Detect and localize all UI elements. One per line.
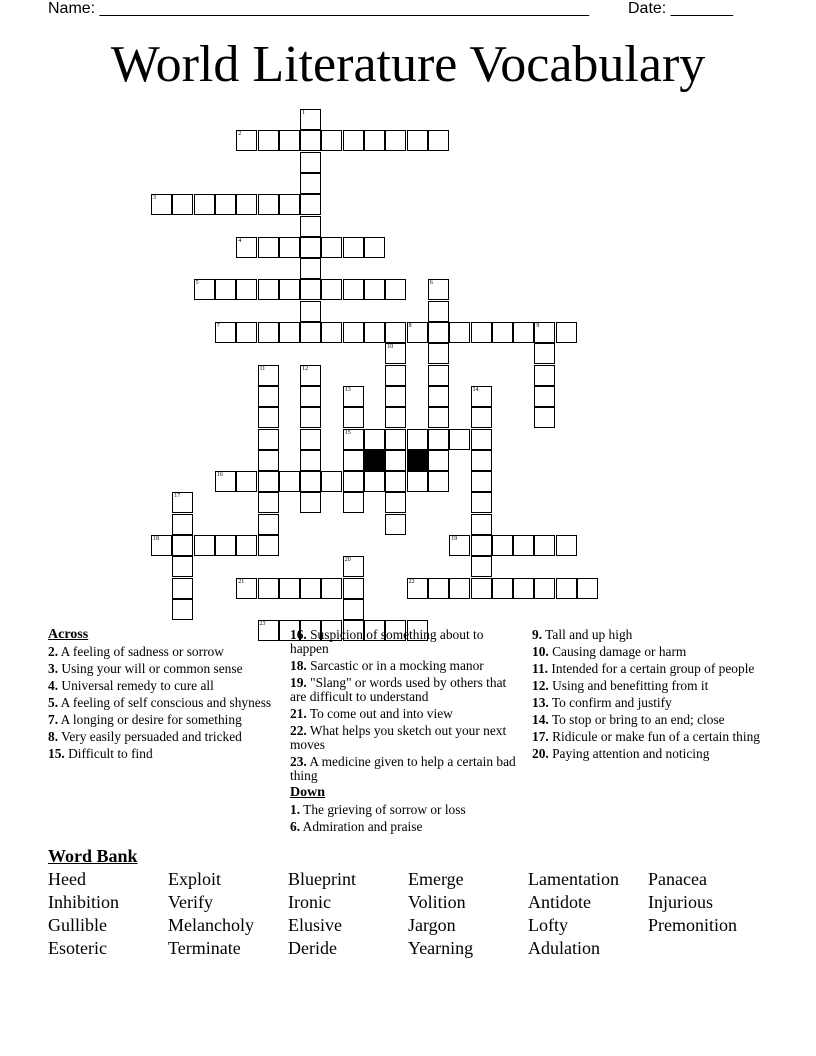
word-bank-item: Elusive	[288, 915, 342, 935]
word-bank-item: Premonition	[648, 915, 737, 935]
crossword-cell[interactable]	[428, 343, 449, 364]
crossword-cell[interactable]	[385, 407, 406, 428]
clue-across-23	[290, 755, 522, 783]
crossword-cell[interactable]	[407, 471, 428, 492]
word-bank-item: Terminate	[168, 938, 241, 958]
word-bank-item: Panacea	[648, 869, 707, 889]
clue-text: Sarcastic or in a mocking manor	[310, 658, 484, 673]
cell-number: 4	[238, 237, 242, 244]
crossword-cell[interactable]	[364, 130, 385, 151]
cell-number: 16	[216, 472, 223, 479]
crossword-cell[interactable]	[258, 535, 279, 556]
crossword-cell[interactable]	[172, 492, 193, 513]
word-bank-item: Heed	[48, 869, 86, 889]
crossword-cell[interactable]	[236, 194, 257, 215]
crossword-cell[interactable]	[300, 130, 321, 151]
cell-number: 11	[259, 365, 266, 372]
crossword-cell[interactable]	[343, 556, 364, 577]
clue-text: A longing or desire for something	[60, 712, 242, 727]
crossword-cell[interactable]	[215, 322, 236, 343]
crossword-cell[interactable]	[258, 429, 279, 450]
crossword-cell[interactable]	[471, 407, 492, 428]
clue-across-16	[290, 628, 522, 656]
crossword-cell[interactable]	[172, 194, 193, 215]
crossword-cell[interactable]	[556, 578, 577, 599]
clue-number: 6.	[290, 819, 301, 834]
crossword-cell[interactable]	[534, 343, 555, 364]
clue-number: 18.	[290, 658, 307, 673]
crossword-cell[interactable]	[343, 429, 364, 450]
crossword-cell[interactable]	[428, 365, 449, 386]
crossword-cell[interactable]	[428, 450, 449, 471]
crossword-cell[interactable]	[385, 279, 406, 300]
crossword-cell[interactable]	[471, 578, 492, 599]
crossword-cell[interactable]	[343, 130, 364, 151]
clue-across-3	[48, 662, 280, 676]
crossword-cell[interactable]	[172, 599, 193, 620]
name-line: _______________________________________________________	[99, 0, 589, 17]
date-label: Date:	[628, 0, 667, 17]
crossword-cell[interactable]	[236, 578, 257, 599]
cell-number: 10	[387, 344, 394, 351]
clue-down-11	[532, 662, 764, 676]
word-bank-item: Ironic	[288, 892, 331, 912]
clue-across-19	[290, 676, 522, 704]
crossword-cell[interactable]	[215, 471, 236, 492]
clue-down-13	[532, 696, 764, 710]
crossword-cell[interactable]	[428, 429, 449, 450]
crossword-cell[interactable]	[534, 386, 555, 407]
crossword-cell[interactable]	[279, 194, 300, 215]
black-cell	[364, 450, 385, 471]
crossword-cell[interactable]	[385, 450, 406, 471]
word-bank-item: Volition	[408, 892, 466, 912]
clue-number: 23.	[290, 754, 307, 769]
clue-number: 12.	[532, 678, 549, 693]
crossword-cell[interactable]	[300, 237, 321, 258]
crossword-cell[interactable]	[279, 279, 300, 300]
crossword-cell[interactable]	[343, 471, 364, 492]
crossword-cell[interactable]	[300, 386, 321, 407]
crossword-cell[interactable]	[258, 386, 279, 407]
word-bank-item: Blueprint	[288, 869, 356, 889]
crossword-cell[interactable]	[492, 578, 513, 599]
clue-number: 15.	[48, 746, 65, 761]
word-bank-item: Jargon	[408, 915, 456, 935]
crossword-cell[interactable]	[279, 578, 300, 599]
clue-text: "Slang" or words used by others that are difficult to understand	[290, 675, 507, 704]
crossword-cell[interactable]	[236, 535, 257, 556]
crossword-cell[interactable]	[428, 407, 449, 428]
cell-number: 3	[153, 195, 156, 202]
crossword-cell[interactable]	[385, 343, 406, 364]
clue-down-14	[532, 713, 764, 727]
crossword-cell[interactable]	[471, 386, 492, 407]
crossword-cell[interactable]	[534, 365, 555, 386]
crossword-cell[interactable]	[300, 216, 321, 237]
cell-number: 14	[472, 386, 479, 393]
clue-down-12	[532, 679, 764, 693]
cell-number: 2	[238, 131, 242, 138]
word-bank-title: Word Bank	[48, 846, 138, 866]
word-bank-item: Gullible	[48, 915, 107, 935]
cell-number: 21	[238, 578, 245, 585]
cell-number: 1	[302, 110, 306, 116]
crossword-cell[interactable]	[492, 535, 513, 556]
cell-number: 6	[429, 280, 433, 287]
cell-number: 9	[536, 323, 540, 329]
cell-number: 7	[216, 323, 220, 329]
crossword-cell[interactable]	[471, 322, 492, 343]
crossword-cell[interactable]	[215, 194, 236, 215]
clue-down-1	[290, 803, 522, 817]
word-bank-item: Injurious	[648, 892, 713, 912]
crossword-cell[interactable]	[300, 365, 321, 386]
crossword-cell[interactable]	[449, 535, 470, 556]
crossword-cell[interactable]	[364, 279, 385, 300]
crossword-cell[interactable]	[428, 471, 449, 492]
clue-across-15	[48, 747, 280, 761]
crossword-cell[interactable]	[471, 429, 492, 450]
clue-text: Tall and up high	[545, 627, 633, 642]
crossword-cell[interactable]	[449, 429, 470, 450]
word-bank-item: Lamentation	[528, 869, 619, 889]
clue-number: 8.	[48, 729, 59, 744]
crossword-cell[interactable]	[449, 322, 470, 343]
crossword-cell[interactable]	[556, 322, 577, 343]
crossword-cell[interactable]	[151, 194, 172, 215]
word-bank-item: Esoteric	[48, 938, 107, 958]
crossword-cell[interactable]	[513, 578, 534, 599]
clues-column-1	[48, 628, 280, 764]
clue-text: Difficult to find	[68, 746, 153, 761]
clue-across-21	[290, 707, 522, 721]
crossword-cell[interactable]	[343, 279, 364, 300]
crossword-cell[interactable]	[300, 322, 321, 343]
word-bank-item: Antidote	[528, 892, 591, 912]
clue-number: 22.	[290, 723, 307, 738]
crossword-cell[interactable]	[513, 322, 534, 343]
crossword-cell[interactable]	[172, 556, 193, 577]
crossword-cell[interactable]	[172, 578, 193, 599]
across-heading: Across	[48, 627, 89, 642]
crossword-cell[interactable]	[513, 535, 534, 556]
name-label: Name:	[48, 0, 96, 17]
crossword-cell[interactable]	[236, 322, 257, 343]
clue-number: 17.	[532, 729, 549, 744]
cell-number: 20	[344, 557, 351, 564]
crossword-cell[interactable]	[428, 301, 449, 322]
crossword-cell[interactable]	[258, 492, 279, 513]
cell-number: 15	[344, 429, 351, 436]
cell-number: 23	[259, 621, 266, 628]
clue-down-20	[532, 747, 764, 761]
crossword-cell[interactable]	[428, 279, 449, 300]
crossword-cell[interactable]	[279, 237, 300, 258]
crossword-cell[interactable]	[236, 279, 257, 300]
clue-text: Causing damage or harm	[552, 644, 687, 659]
cell-number: 17	[174, 493, 181, 500]
clue-number: 21.	[290, 706, 307, 721]
crossword-cell[interactable]	[258, 514, 279, 535]
crossword-cell[interactable]	[321, 322, 342, 343]
crossword-cell[interactable]	[364, 237, 385, 258]
clue-text: Paying attention and noticing	[552, 746, 710, 761]
crossword-cell[interactable]	[258, 322, 279, 343]
crossword-cell[interactable]	[385, 365, 406, 386]
clue-number: 9.	[532, 627, 543, 642]
crossword-cell[interactable]	[534, 322, 555, 343]
crossword-cell[interactable]	[258, 471, 279, 492]
crossword-cell[interactable]	[385, 322, 406, 343]
clue-across-4	[48, 679, 280, 693]
cell-number: 22	[408, 578, 415, 585]
crossword-cell[interactable]	[236, 237, 257, 258]
crossword-cell[interactable]	[215, 279, 236, 300]
crossword-cell[interactable]	[172, 535, 193, 556]
crossword-cell[interactable]	[258, 578, 279, 599]
crossword-cell[interactable]	[385, 514, 406, 535]
crossword-cell[interactable]	[194, 535, 215, 556]
crossword-cell[interactable]	[343, 599, 364, 620]
word-bank-item: Exploit	[168, 869, 221, 889]
clue-number: 1.	[290, 802, 301, 817]
word-bank-item: Lofty	[528, 915, 568, 935]
crossword-cell[interactable]	[385, 492, 406, 513]
crossword-cell[interactable]	[300, 109, 321, 130]
crossword-cell[interactable]	[471, 514, 492, 535]
crossword-cell[interactable]	[258, 365, 279, 386]
clue-text: Universal remedy to cure all	[61, 678, 214, 693]
crossword-cell[interactable]	[236, 471, 257, 492]
crossword-cell[interactable]	[577, 578, 598, 599]
word-bank-item: Emerge	[408, 869, 464, 889]
page-title: World Literature Vocabulary	[110, 36, 706, 93]
crossword-cell[interactable]	[300, 450, 321, 471]
clue-text: Using and benefitting from it	[552, 678, 709, 693]
clue-text: Ridicule or make fun of a certain thing	[552, 729, 760, 744]
crossword-cell[interactable]	[300, 173, 321, 194]
crossword-cell[interactable]	[343, 237, 364, 258]
clue-across-5	[48, 696, 280, 710]
crossword-cell[interactable]	[258, 407, 279, 428]
cell-number: 13	[344, 386, 351, 393]
black-cell	[407, 450, 428, 471]
clue-down-10	[532, 645, 764, 659]
clue-number: 10.	[532, 644, 549, 659]
clue-across-7	[48, 713, 280, 727]
clue-down-6	[290, 820, 522, 834]
crossword-cell[interactable]	[385, 386, 406, 407]
crossword-cell[interactable]	[300, 301, 321, 322]
crossword-cell[interactable]	[556, 535, 577, 556]
clue-number: 20.	[532, 746, 549, 761]
crossword-cell[interactable]	[300, 152, 321, 173]
crossword-cell[interactable]	[258, 237, 279, 258]
crossword-cell[interactable]	[279, 322, 300, 343]
word-bank-item: Melancholy	[168, 915, 254, 935]
clue-across-8	[48, 730, 280, 744]
date-line: _______	[670, 0, 733, 17]
clue-across-22	[290, 724, 522, 752]
clues-column-3	[532, 628, 764, 764]
clue-number: 19.	[290, 675, 307, 690]
clue-text: Admiration and praise	[302, 819, 423, 834]
crossword-cell[interactable]	[407, 130, 428, 151]
crossword-cell[interactable]	[300, 429, 321, 450]
crossword-cell[interactable]	[407, 578, 428, 599]
crossword-cell[interactable]	[471, 492, 492, 513]
crossword-cell[interactable]	[151, 535, 172, 556]
crossword-cell[interactable]	[385, 130, 406, 151]
clue-number: 2.	[48, 644, 59, 659]
crossword-cell[interactable]	[428, 322, 449, 343]
clue-across-18	[290, 659, 522, 673]
down-heading: Down	[290, 785, 326, 800]
crossword-cell[interactable]	[300, 578, 321, 599]
clue-text: Intended for a certain group of people	[551, 661, 755, 676]
crossword-cell[interactable]	[534, 535, 555, 556]
clue-down-17	[532, 730, 764, 744]
crossword-cell[interactable]	[534, 578, 555, 599]
crossword-cell[interactable]	[407, 429, 428, 450]
crossword-cell[interactable]	[364, 322, 385, 343]
cell-number: 12	[302, 365, 309, 372]
crossword-cell[interactable]	[449, 578, 470, 599]
crossword-cell[interactable]	[279, 130, 300, 151]
crossword-cell[interactable]	[428, 386, 449, 407]
crossword-cell[interactable]	[321, 471, 342, 492]
crossword-cell[interactable]	[534, 407, 555, 428]
word-bank	[48, 868, 768, 959]
clue-number: 7.	[48, 712, 59, 727]
crossword-cell[interactable]	[194, 279, 215, 300]
word-bank-item: Yearning	[408, 938, 474, 958]
crossword-cell[interactable]	[300, 279, 321, 300]
clues-column-2	[290, 628, 522, 837]
clue-text: To confirm and justify	[551, 695, 672, 710]
crossword-cell[interactable]	[385, 471, 406, 492]
clue-text: Using your will or common sense	[61, 661, 243, 676]
clue-number: 14.	[532, 712, 549, 727]
word-bank-item: Verify	[168, 892, 213, 912]
crossword-cell[interactable]	[300, 492, 321, 513]
crossword-cell[interactable]	[471, 471, 492, 492]
crossword-cell[interactable]	[471, 556, 492, 577]
crossword-cell[interactable]	[321, 578, 342, 599]
crossword-cell[interactable]	[321, 130, 342, 151]
crossword-cell[interactable]	[300, 194, 321, 215]
crossword-cell[interactable]	[279, 471, 300, 492]
word-bank-item: Deride	[288, 938, 337, 958]
crossword-cell[interactable]	[258, 194, 279, 215]
crossword-cell[interactable]	[172, 514, 193, 535]
crossword-cell[interactable]	[343, 322, 364, 343]
crossword-cell[interactable]	[428, 130, 449, 151]
crossword-cell[interactable]	[471, 450, 492, 471]
crossword-cell[interactable]	[428, 578, 449, 599]
clue-number: 11.	[532, 661, 548, 676]
clue-number: 4.	[48, 678, 59, 693]
crossword-cell[interactable]	[258, 130, 279, 151]
crossword-cell[interactable]	[364, 471, 385, 492]
clue-text: Very easily persuaded and tricked	[61, 729, 242, 744]
clue-text: A feeling of self conscious and shyness	[60, 695, 272, 710]
crossword-cell[interactable]	[385, 429, 406, 450]
crossword-cell[interactable]	[343, 492, 364, 513]
cell-number: 18	[153, 536, 159, 542]
word-bank-item: Adulation	[528, 938, 600, 958]
clue-text: A feeling of sadness or sorrow	[60, 644, 224, 659]
clue-text: What helps you sketch out your next moves	[290, 723, 507, 752]
cell-number: 5	[195, 280, 199, 287]
clue-text: To stop or bring to an end; close	[551, 712, 725, 727]
clue-down-9	[532, 628, 764, 642]
clue-number: 3.	[48, 661, 59, 676]
crossword-cell[interactable]	[471, 535, 492, 556]
crossword-cell[interactable]	[343, 407, 364, 428]
crossword-cell[interactable]	[300, 258, 321, 279]
crossword-cell[interactable]	[321, 279, 342, 300]
crossword-cell[interactable]	[343, 386, 364, 407]
crossword-cell[interactable]	[343, 578, 364, 599]
clue-across-2	[48, 645, 280, 659]
crossword-cell[interactable]	[364, 429, 385, 450]
crossword-cell[interactable]	[194, 194, 215, 215]
clue-text: The grieving of sorrow or loss	[303, 802, 466, 817]
crossword-cell[interactable]	[236, 130, 257, 151]
clue-text: To come out and into view	[309, 706, 453, 721]
word-bank-item: Inhibition	[48, 892, 119, 912]
clue-text: Suspicion of something about to happen	[290, 627, 484, 656]
clue-number: 13.	[532, 695, 549, 710]
crossword-cell[interactable]	[343, 450, 364, 471]
crossword-cell[interactable]	[258, 450, 279, 471]
cell-number: 19	[451, 536, 458, 542]
crossword-cell[interactable]	[300, 407, 321, 428]
clue-text: A medicine given to help a certain bad thing	[290, 754, 516, 783]
clue-number: 16.	[290, 627, 307, 642]
crossword-cell[interactable]	[407, 322, 428, 343]
crossword-cell[interactable]	[215, 535, 236, 556]
clue-number: 5.	[48, 695, 59, 710]
crossword-cell[interactable]	[258, 279, 279, 300]
crossword-cell[interactable]	[321, 237, 342, 258]
crossword-cell[interactable]	[300, 471, 321, 492]
cell-number: 8	[408, 323, 412, 329]
crossword-cell[interactable]	[492, 322, 513, 343]
